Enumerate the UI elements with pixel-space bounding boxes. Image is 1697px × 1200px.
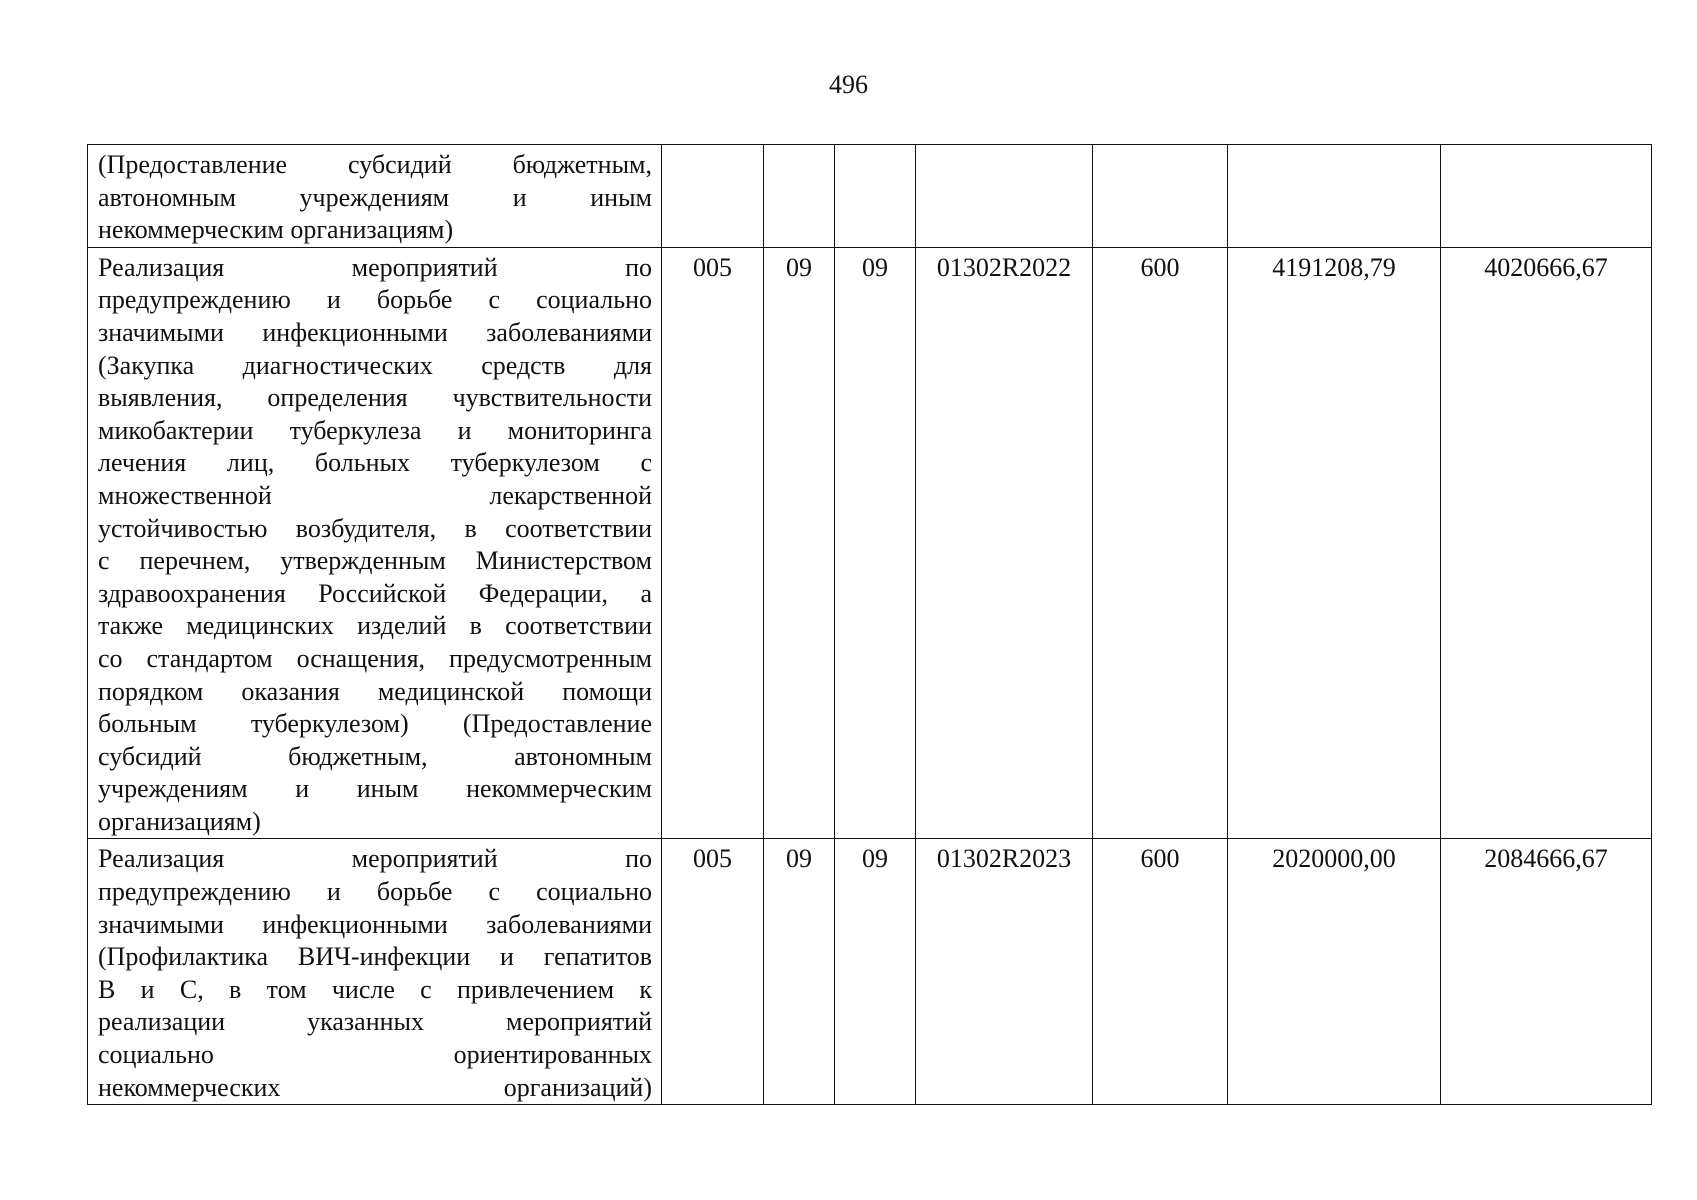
description-line: некоммерческим организациям) — [98, 215, 454, 245]
description-line: некоммерческих организаций) — [98, 1072, 652, 1102]
description-line: Реализация мероприятий по — [98, 844, 652, 874]
description-line: субсидий бюджетным, автономным — [98, 741, 652, 771]
description-line: устойчивостью возбудителя, в соответствии — [98, 513, 652, 543]
table-row — [88, 839, 1652, 1105]
description-line: также медицинских изделий в соответствии — [98, 611, 652, 641]
table-body — [88, 145, 1652, 1105]
description-line: (Профилактика ВИЧ-инфекции и гепатитов — [98, 942, 652, 972]
ministry-code-cell: 005 — [662, 247, 764, 839]
description-line: множественной лекарственной — [98, 480, 652, 510]
description-line: микобактерии туберкулеза и мониторинга — [98, 415, 652, 445]
ministry-code-cell — [662, 145, 764, 248]
amount-year1-cell: 2020000,00 — [1228, 839, 1441, 1105]
ministry-code-cell: 005 — [662, 839, 764, 1105]
subsection-code-cell: 09 — [835, 247, 916, 839]
row-description — [88, 839, 662, 1105]
row-description — [88, 145, 662, 248]
section-code-cell: 09 — [764, 839, 835, 1105]
target-article-cell: 01302R2023 — [916, 839, 1093, 1105]
amount-year1-cell: 4191208,79 — [1228, 247, 1441, 839]
amount-year2-cell — [1441, 145, 1652, 248]
description-line: больным туберкулезом) (Предоставление — [98, 709, 652, 739]
description-line: здравоохранения Российской Федерации, а — [98, 578, 652, 608]
budget-table — [87, 144, 1652, 1105]
description-line: Реализация мероприятий по — [98, 252, 652, 282]
description-line: значимыми инфекционными заболеваниями — [98, 317, 652, 347]
description-line: предупреждению и борьбе с социально — [98, 877, 652, 907]
section-code-cell — [764, 145, 835, 248]
expense-type-cell: 600 — [1093, 839, 1228, 1105]
description-line: учреждениям и иным некоммерческим — [98, 774, 652, 804]
description-line: автономным учреждениям и иным — [98, 182, 652, 212]
amount-year1-cell — [1228, 145, 1441, 248]
description-line: предупреждению и борьбе с социально — [98, 285, 652, 315]
description-line: порядком оказания медицинской помощи — [98, 676, 652, 706]
description-line: социально ориентированных — [98, 1040, 652, 1070]
table-row — [88, 247, 1652, 839]
description-line: организациям) — [98, 806, 261, 836]
page-number: 496 — [829, 70, 868, 99]
target-article-cell — [916, 145, 1093, 248]
row-description — [88, 247, 662, 839]
description-line: (Предоставление субсидий бюджетным, — [98, 150, 652, 179]
description-line: значимыми инфекционными заболеваниями — [98, 909, 652, 939]
subsection-code-cell — [835, 145, 916, 248]
amount-year2-cell: 2084666,67 — [1441, 839, 1652, 1105]
table-row — [88, 145, 1652, 248]
description-line: (Закупка диагностических средств для — [98, 350, 652, 380]
subsection-code-cell: 09 — [835, 839, 916, 1105]
description-line: реализации указанных мероприятий — [98, 1007, 652, 1037]
target-article-cell: 01302R2022 — [916, 247, 1093, 839]
description-line: со стандартом оснащения, предусмотренным — [98, 643, 652, 673]
description-line: В и С, в том числе с привлечением к — [98, 974, 652, 1004]
description-line: выявления, определения чувствительности — [98, 383, 652, 413]
description-line: с перечнем, утвержденным Министерством — [98, 546, 652, 576]
amount-year2-cell: 4020666,67 — [1441, 247, 1652, 839]
section-code-cell: 09 — [764, 247, 835, 839]
description-line: лечения лиц, больных туберкулезом с — [98, 448, 652, 478]
expense-type-cell — [1093, 145, 1228, 248]
expense-type-cell: 600 — [1093, 247, 1228, 839]
